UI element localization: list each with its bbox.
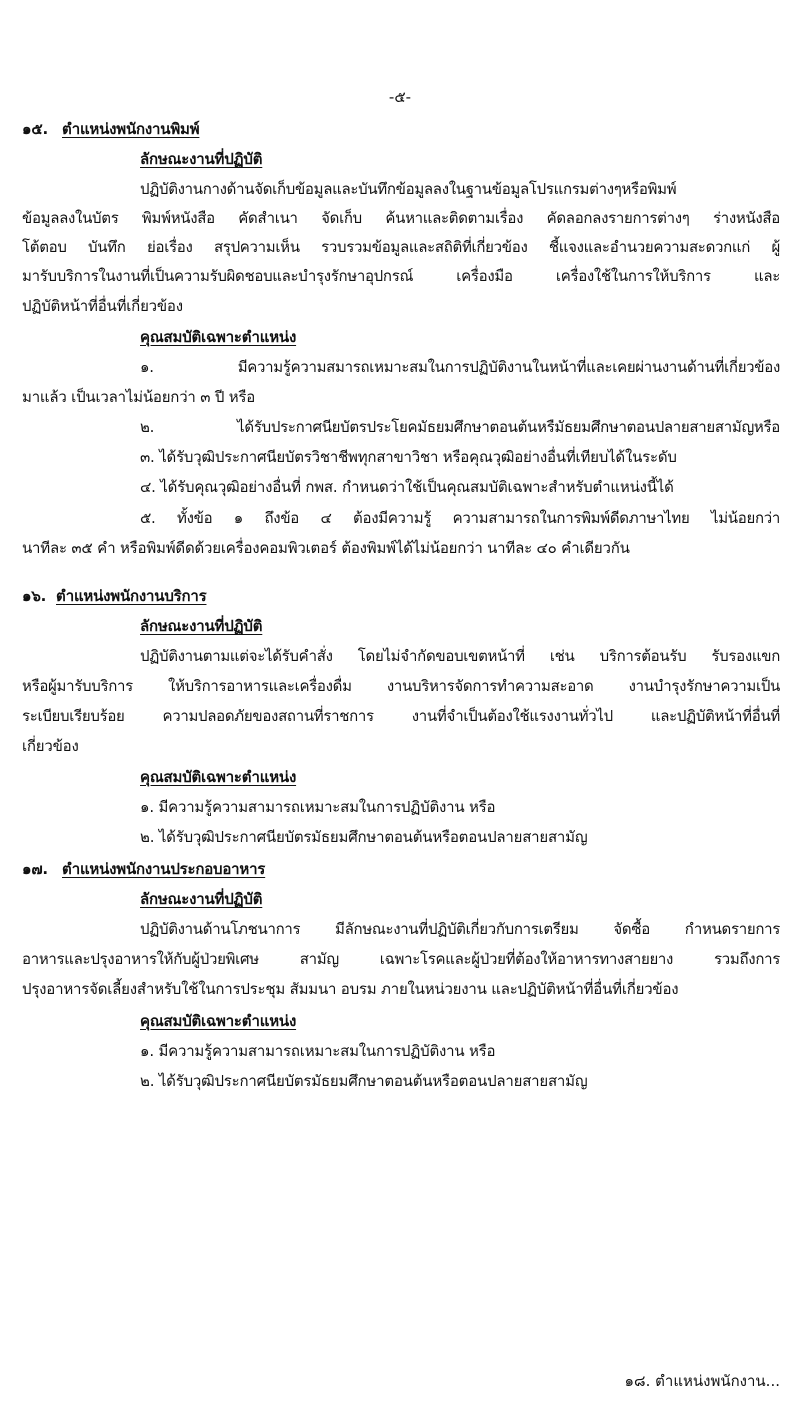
section-16-duty-line: เกี่ยวข้อง [22,737,79,755]
section-17-qual-line: ๑. มีความรู้ความสามารถเหมาะสมในการปฏิบัติงาน หรือ [140,1042,496,1060]
section-15-qual-line: ๑. มีความรู้ความสมารถเหมาะสมในการปฏิบัติงานในหน้าที่และเคยผ่านงานด้านที่เกี่ยวข้อง [140,358,780,376]
section-title: ตำแหน่งพนักงานบริการ [56,587,207,605]
section-15-duty-line: ข้อมูลลงในบัตร พิมพ์หนังสือ คัดสำเนา จัดเก็บ ค้นหาและติดตามเรื่อง คัดลอกลงรายการต่างๆ ร่างหนังสือ [22,209,780,227]
section-17-duty-line: อาหารและปรุงอาหารให้กับผู้ป่วยพิเศษ สามัญ เฉพาะโรคและผู้ป่วยที่ต้องให้อาหารทางสายยาง รวมถึงการ [22,950,780,968]
section-15-qual-line: มาแล้ว เป็นเวลาไม่น้อยกว่า ๓ ปี หรือ [22,388,256,406]
section-15-duty-heading: ลักษณะงานที่ปฏิบัติ [140,150,263,168]
section-15-qual-heading: คุณสมบัติเฉพาะตำแหน่ง [140,328,297,346]
page-number: -๕- [388,88,412,106]
section-15-qual-line: ๕. ทั้งข้อ ๑ ถึงข้อ ๔ ต้องมีความรู้ ความสามารถในการพิมพ์ดีดภาษาไทย ไม่น้อยกว่า [140,509,780,527]
section-16-qual-heading: คุณสมบัติเฉพาะตำแหน่ง [140,768,297,786]
section-title: ตำแหน่งพนักงานพิมพ์ [62,120,200,138]
section-15-qual-line: ๒. ได้รับประกาศนียบัตรประโยคมัธยมศึกษาตอนต้นหรืมัธยมศึกษาตอนปลายสายสามัญหรือ [140,418,780,436]
continuation-footer: ๑๘. ตำแหน่งพนักงาน... [624,1372,780,1390]
section-16-qual-line: ๒. ได้รับวุฒิประกาศนียบัตรมัธยมศึกษาตอนต้นหรือตอนปลายสายสามัญ [140,828,588,846]
section-16-duty-line: หรือผู้มารับบริการ ให้บริการอาหารและเครื่องดื่ม งานบริหารจัดการทำความสะอาด งานบำรุงรักษาความเป็น [22,677,780,695]
section-16-duty-line: ปฏิบัติงานตามแต่จะได้รับคำสั่ง โดยไม่จำกัดขอบเขตหน้าที่ เช่น บริการต้อนรับ รับรองแขก [140,647,780,665]
section-15-duty-line: โต้ตอบ บันทึก ย่อเรื่อง สรุปความเห็น รวบรวมข้อมูลและสถิติที่เกี่ยวข้อง ชี้แจงและอำนวยความสะดวกแก่ ผู้ [22,238,780,256]
section-15-duty-line: มารับบริการในงานที่เป็นความรับผิดชอบและบำรุงรักษาอุปกรณ์ เครื่องมือ เครื่องใช้ในการให้บริการ และ [22,267,780,285]
section-15-qual-line: ๔. ได้รับคุณวุฒิอย่างอื่นที่ กพส. กำหนดว่าใช้เป็นคุณสมบัติเฉพาะสำหรับตำแหน่งนี้ได้ [140,478,674,496]
section-17-duty-heading: ลักษณะงานที่ปฏิบัติ [140,890,263,908]
section-17-qual-line: ๒. ได้รับวุฒิประกาศนียบัตรมัธยมศึกษาตอนต้นหรือตอนปลายสายสามัญ [140,1072,588,1090]
section-15-qual-line: ๓. ได้รับวุฒิประกาศนียบัตรวิชาชีพทุกสาขาวิชา หรือคุณวุฒิอย่างอื่นที่เทียบได้ในระดับ [140,448,677,466]
section-title: ตำแหน่งพนักงานประกอบอาหาร [62,860,266,878]
section-17-qual-heading: คุณสมบัติเฉพาะตำแหน่ง [140,1012,297,1030]
section-15-heading [22,118,199,140]
section-16-qual-line: ๑. มีความรู้ความสามารถเหมาะสมในการปฏิบัติงาน หรือ [140,798,496,816]
section-15-duty-line: ปฏิบัติงานกางด้านจัดเก็บข้อมูลและบันทึกข้อมูลลงในฐานข้อมูลโปรแกรมต่างๆหรือพิมพ์ [140,180,677,198]
section-16-heading [22,585,206,607]
section-15-qual-line: นาทีละ ๓๕ คำ หรือพิมพ์ดีดด้วยเครื่องคอมพิวเตอร์ ต้องพิมพ์ได้ไม่น้อยกว่า นาทีละ ๔๐ คำเดียวกัน [22,539,630,557]
section-17-duty-line: ปฏิบัติงานด้านโภชนาการ มีลักษณะงานที่ปฏิบัติเกี่ยวกับการเตรียม จัดซื้อ กำหนดรายการ [140,920,780,938]
section-number: ๑๖. [22,587,47,605]
section-17-duty-line: ปรุงอาหารจัดเลี้ยงสำหรับใช้ในการประชุม สัมมนา อบรม ภายในหน่วยงาน และปฏิบัติหน้าที่อื่นที่เกี่ยวข้อง [22,980,679,998]
section-number: ๑๗. [22,860,48,878]
section-16-duty-heading: ลักษณะงานที่ปฏิบัติ [140,617,263,635]
section-17-heading [22,858,265,880]
section-16-duty-line: ระเบียบเรียบร้อย ความปลอดภัยของสถานที่ราชการ งานที่จำเป็นต้องใช้แรงงานทั่วไป และปฏิบัติหน้าที่อื่นที่ [22,707,780,725]
section-number: ๑๕. [22,120,48,138]
section-15-duty-line: ปฏิบัติหน้าที่อื่นที่เกี่ยวข้อง [22,297,183,315]
